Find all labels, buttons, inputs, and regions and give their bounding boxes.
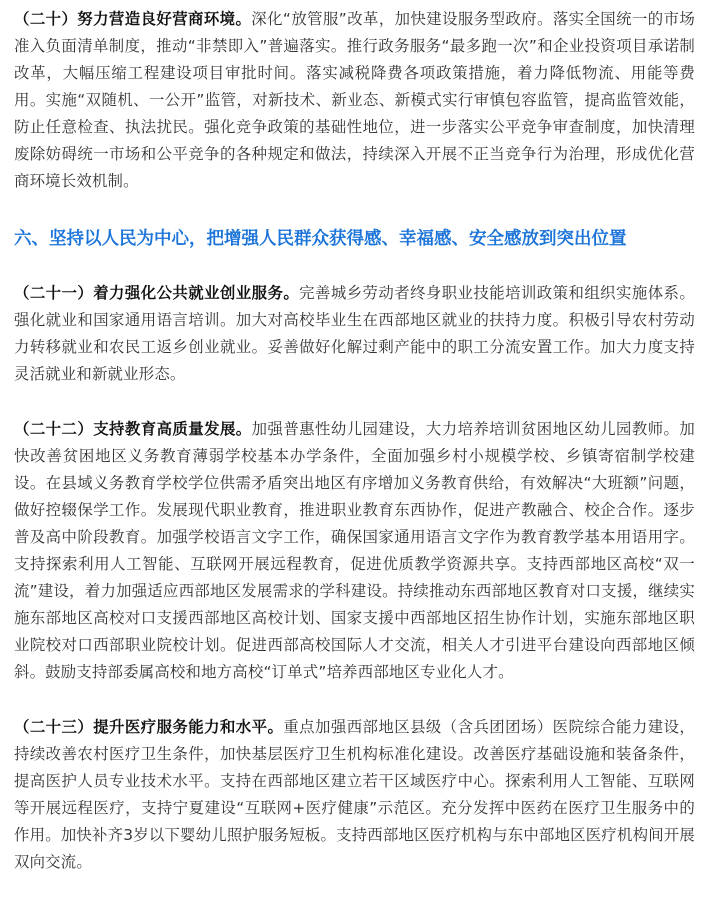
paragraph-20: [14, 6, 695, 195]
paragraph-22-lead: （二十二）支持教育高质量发展。: [14, 420, 252, 438]
section-heading-6: 六、坚持以人民为中心，把增强人民群众获得感、幸福感、安全感放到突出位置: [14, 229, 627, 249]
paragraph-20-body: 深化“放管服”改革，加快建设服务型政府。落实全国统一的市场准入负面清单制度，推动“非禁即入”普遍落实。推行政务服务“最多跑一次”和企业投资项目承诺制改革，大幅压缩工程建设项目审批时间。落实减税降费各项政策措施，着力降低物流、用能等费用。实施“双随机、一公开”监管，对新技术、新业态、新模式实行审慎包容监管，提高监管效能，防止任意检查、执法扰民。强化竞争政策的基础性地位，进一步落实公平竞争审查制度，加快清理废除妨碍统一市场和公平竞争的各种规定和做法，持续深入开展不正当竞争行为治理，形成优化营商环境长效机制。: [14, 10, 695, 190]
paragraph-23-lead: （二十三）提升医疗服务能力和水平。: [14, 718, 284, 736]
article-body: [0, 6, 709, 876]
paragraph-23: [14, 714, 695, 876]
paragraph-21-body: 完善城乡劳动者终身职业技能培训政策和组织实施体系。强化就业和国家通用语言培训。加大对高校毕业生在西部地区就业的扶持力度。积极引导农村劳动力转移就业和农民工返乡创业就业。妥善做好化解过剩产能中的职工分流安置工作。加大力度支持灵活就业和新就业形态。: [14, 284, 695, 383]
paragraph-20-lead: （二十）努力营造良好营商环境。: [14, 10, 252, 28]
paragraph-22-body: 加强普惠性幼儿园建设，大力培养培训贫困地区幼儿园教师。加快改善贫困地区义务教育薄弱学校基本办学条件，全面加强乡村小规模学校、乡镇寄宿制学校建设。在县域义务教育学校学位供需矛盾突出地区有序增加义务教育供给，有效解决“大班额”问题，做好控辍保学工作。发展现代职业教育，推进职业教育东西协作，促进产教融合、校企合作。逐步普及高中阶段教育。加强学校语言文字工作，确保国家通用语言文字作为教育教学基本用语用字。支持探索利用人工智能、互联网开展远程教育，促进优质教学资源共享。支持西部地区高校“双一流”建设，着力加强适应西部地区发展需求的学科建设。持续推动东西部地区教育对口支援，继续实施东部地区高校对口支援西部地区高校计划、国家支援中西部地区招生协作计划，实施东部地区职业院校对口西部职业院校计划。促进西部高校国际人才交流，相关人才引进平台建设向西部地区倾斜。鼓励支持部委属高校和地方高校“订单式”培养西部地区专业化人才。: [14, 420, 695, 681]
paragraph-21-lead: （二十一）着力强化公共就业创业服务。: [14, 284, 300, 302]
paragraph-22: [14, 416, 695, 686]
paragraph-23-body: 重点加强西部地区县级（含兵团团场）医院综合能力建设，持续改善农村医疗卫生条件，加快基层医疗卫生机构标准化建设。改善医疗基础设施和装备条件，提高医护人员专业技术水平。支持在西部地区建立若干区域医疗中心。探索利用人工智能、互联网等开展远程医疗，支持宁夏建设“互联网+医疗健康”示范区。充分发挥中医药在医疗卫生服务中的作用。加快补齐3岁以下婴幼儿照护服务短板。支持西部地区医疗机构与东中部地区医疗机构间开展双向交流。: [14, 718, 696, 871]
paragraph-21: [14, 280, 695, 388]
